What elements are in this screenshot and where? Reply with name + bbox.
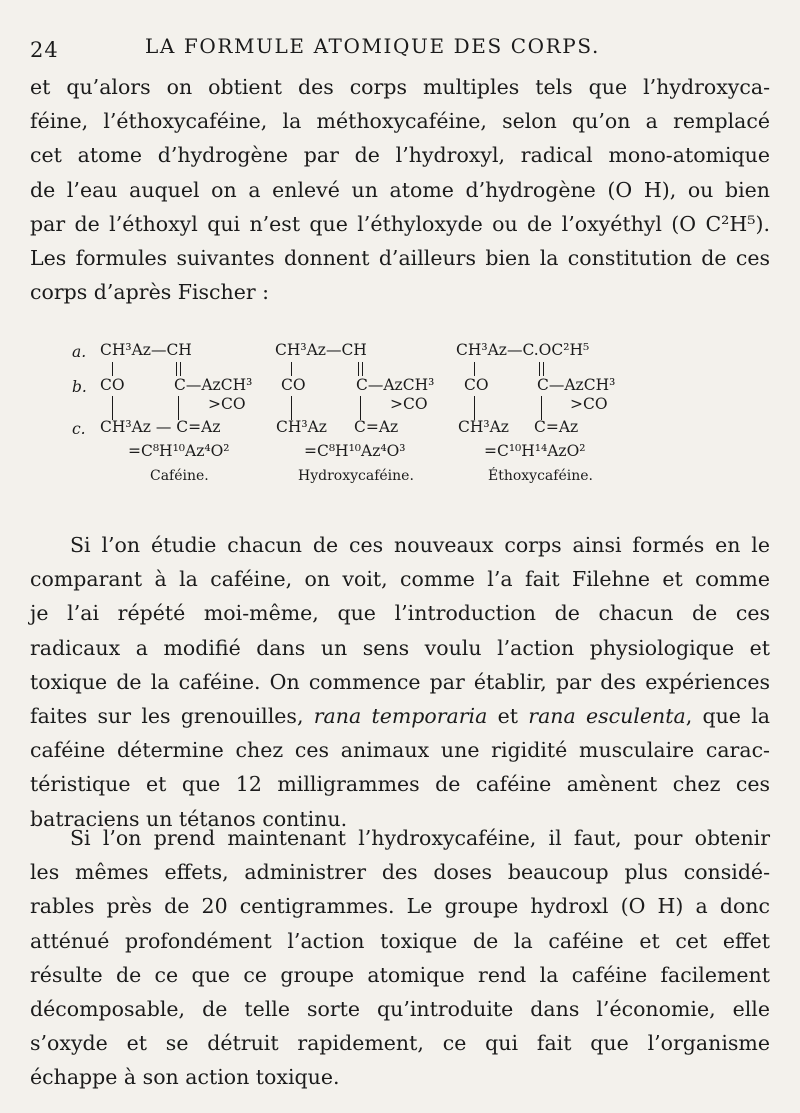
- paragraph-intro: [30, 70, 770, 309]
- single-bond: [112, 396, 113, 420]
- caffeine-total: =C⁸H¹⁰Az⁴O²: [128, 442, 230, 460]
- ethoxycaffeine-row-c-right: C=Az: [534, 418, 579, 436]
- text-line: radicaux a modifié dans un sens voulu l’action physiologique et: [30, 635, 770, 660]
- hydroxycaffeine-row-a: CH³Az—CH: [275, 341, 367, 359]
- hydroxycaffeine-total: =C⁸H¹⁰Az⁴O³: [304, 442, 406, 460]
- text-line: Les formules suivantes donnent d’ailleurs bien la constitution de ces: [30, 246, 770, 271]
- ethoxycaffeine-row-b-left: CO: [464, 376, 489, 394]
- text-line: caféine détermine chez ces animaux une rigidité musculaire carac-: [30, 738, 770, 763]
- double-bond: [362, 362, 363, 376]
- hydroxycaffeine-row-b-right: C—AzCH³: [356, 376, 435, 394]
- text-line: par de l’éthoxyl qui n’est que l’éthyloxyde ou de l’oxyéthyl (O C²H⁵).: [30, 211, 770, 236]
- text-line: échappe à son action toxique.: [30, 1065, 340, 1090]
- single-bond: [474, 396, 475, 420]
- caffeine-row-a: CH³Az—CH: [100, 341, 192, 359]
- species-name: rana temporaria: [313, 704, 488, 729]
- text-line: cet atome d’hydrogène par de l’hydroxyl, radical mono-atomique: [30, 143, 770, 168]
- double-bond: [539, 362, 540, 376]
- single-bond: [112, 362, 113, 376]
- paragraph-experiments: [30, 528, 770, 836]
- hydroxycaffeine-row-c-right: C=Az: [354, 418, 399, 436]
- text-line: toxique de la caféine. On commence par établir, par des expériences: [30, 669, 770, 694]
- ethoxycaffeine-total: =C¹⁰H¹⁴AzO²: [484, 442, 586, 460]
- paragraph-hydroxycaffeine: [30, 821, 770, 1095]
- line-text: faites sur les grenouilles,: [30, 704, 314, 729]
- ethoxycaffeine-row-b-right: C—AzCH³: [537, 376, 616, 394]
- text-line: rables près de 20 centigrammes. Le groupe hydroxl (O H) a donc: [30, 894, 770, 919]
- line-text: et: [487, 704, 529, 729]
- species-name: rana esculenta: [528, 704, 686, 729]
- ethoxycaffeine-row-a: CH³Az—C.OC²H⁵: [456, 341, 590, 359]
- text-line: atténué profondément l’action toxique de la caféine et cet effet: [30, 928, 770, 953]
- page-header: [30, 30, 760, 62]
- ethoxycaffeine-row-c-left: CH³Az: [458, 418, 509, 436]
- hydroxycaffeine-row-c-left: CH³Az: [276, 418, 327, 436]
- hydroxycaffeine-carbonyl: >CO: [390, 395, 428, 413]
- row-label-c: c.: [72, 420, 86, 438]
- text-line: résulte de ce que ce groupe atomique rend la caféine facilement: [30, 962, 770, 987]
- double-bond: [176, 362, 177, 376]
- text-line: corps d’après Fischer :: [30, 280, 270, 305]
- caffeine-row-b-right: C—AzCH³: [174, 376, 253, 394]
- text-line: comparant à la caféine, on voit, comme l’a fait Filehne et comme: [30, 567, 770, 592]
- text-line: [30, 699, 770, 733]
- single-bond: [360, 396, 361, 420]
- text-line: téristique et que 12 milligrammes de caféine amènent chez ces: [30, 772, 770, 797]
- double-bond: [543, 362, 544, 376]
- text-line: de l’eau auquel on a enlevé un atome d’hydrogène (O H), ou bien: [30, 177, 770, 202]
- text-line: décomposable, de telle sorte qu’introduite dans l’économie, elle: [30, 997, 770, 1022]
- double-bond: [358, 362, 359, 376]
- caffeine-name: Caféine.: [150, 468, 209, 484]
- page-number: 24: [30, 38, 59, 62]
- running-title: LA FORMULE ATOMIQUE DES CORPS.: [145, 34, 600, 58]
- row-label-b: b.: [72, 378, 87, 396]
- hydroxycaffeine-name: Hydroxycaféine.: [298, 468, 414, 484]
- single-bond: [541, 396, 542, 420]
- text-line: s’oxyde et se détruit rapidement, ce qui fait que l’organisme: [30, 1031, 770, 1056]
- single-bond: [474, 362, 475, 376]
- single-bond: [291, 396, 292, 420]
- caffeine-carbonyl: >CO: [208, 395, 246, 413]
- single-bond: [291, 362, 292, 376]
- double-bond: [180, 362, 181, 376]
- text-line: Si l’on prend maintenant l’hydroxycaféine, il faut, pour obtenir: [70, 826, 770, 850]
- hydroxycaffeine-row-b-left: CO: [281, 376, 306, 394]
- text-line: Si l’on étudie chacun de ces nouveaux corps ainsi formés en le: [70, 533, 770, 557]
- ethoxycaffeine-carbonyl: >CO: [570, 395, 608, 413]
- text-line: les mêmes effets, administrer des doses beaucoup plus considé-: [30, 860, 770, 885]
- chemical-formulas: [72, 336, 652, 496]
- row-label-a: a.: [72, 343, 87, 361]
- ethoxycaffeine-name: Éthoxycaféine.: [488, 468, 593, 484]
- single-bond: [178, 396, 179, 420]
- line-text: , que la: [685, 704, 770, 729]
- caffeine-row-b-left: CO: [100, 376, 125, 394]
- caffeine-row-c: CH³Az — C=Az: [100, 418, 221, 436]
- text-line: féine, l’éthoxycaféine, la méthoxycaféine, selon qu’on a remplacé: [30, 109, 770, 134]
- text-line: batraciens un tétanos continu.: [30, 806, 348, 831]
- text-line: et qu’alors on obtient des corps multiples tels que l’hydroxyca-: [30, 75, 770, 99]
- text-line: je l’ai répété moi-même, que l’introduction de chacun de ces: [30, 601, 770, 626]
